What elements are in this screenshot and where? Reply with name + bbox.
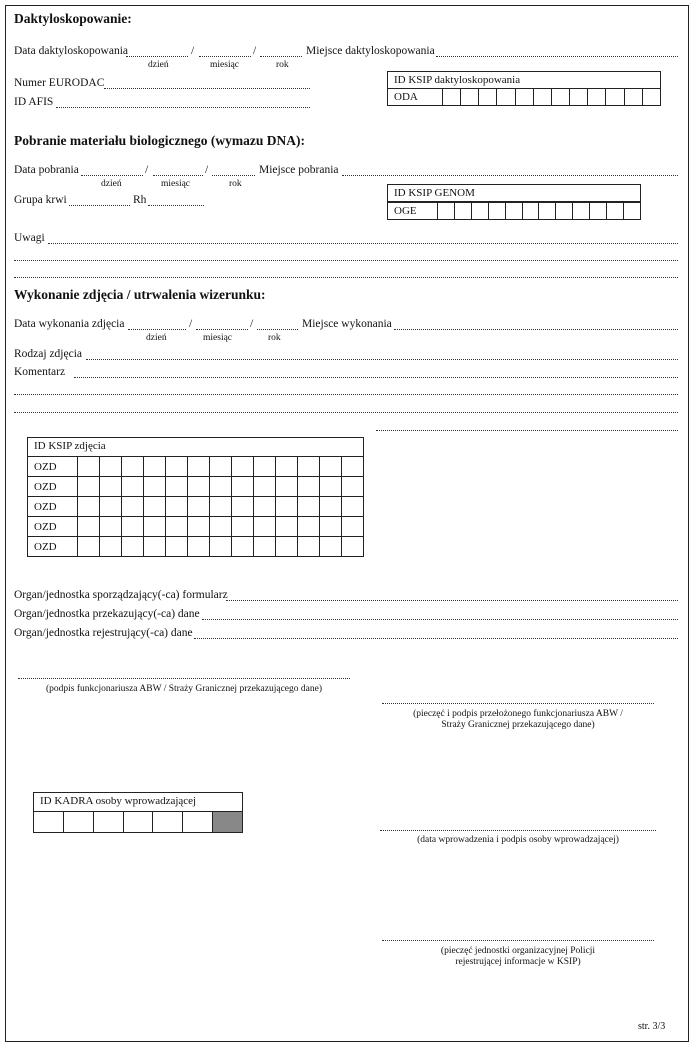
ksip-cell[interactable] [479,89,497,106]
ksip-photo-prefix: OZD [28,517,78,537]
organ-prepared-field[interactable] [226,600,678,601]
photo-month-field[interactable] [196,329,248,330]
photo-year-field[interactable] [257,329,298,330]
dna-place-label: Miejsce pobrania [259,164,339,176]
blood-group-field[interactable] [69,205,130,206]
ksip-cell[interactable] [522,203,539,220]
ksip-cell[interactable] [122,517,144,537]
kadra-grid [33,811,243,833]
eurodac-label: Numer EURODAC [14,77,105,89]
ksip-cell[interactable] [166,497,188,517]
ksip-cell[interactable] [188,517,210,537]
ksip-cell[interactable] [254,497,276,517]
organ-register-field[interactable] [194,638,678,639]
ksip-cell[interactable] [539,203,556,220]
ksip-cell[interactable] [624,89,642,106]
ksip-cell[interactable] [210,457,232,477]
ksip-cell[interactable] [320,497,342,517]
photo-place-field[interactable] [394,329,678,330]
ksip-cell[interactable] [342,517,364,537]
photo-place-label: Miejsce wykonania [302,318,392,330]
ksip-cell[interactable] [276,537,298,557]
kadra-header: ID KADRA osoby wprowadzającej [33,792,243,812]
afis-label: ID AFIS [14,96,54,108]
ksip-cell[interactable] [144,457,166,477]
ksip-cell[interactable] [320,477,342,497]
police-stamp-caption-2: rejestrującej informacje w KSIP) [455,957,581,967]
fingerprint-year-caption: rok [276,60,289,70]
rh-label: Rh [133,194,147,206]
ksip-cell[interactable] [551,89,569,106]
superior-signature-caption-1: (pieczęć i podpis przełożonego funkcjonariusza ABW / [413,709,623,719]
fingerprint-month-caption: miesiąc [210,60,240,70]
kadra-cell[interactable] [123,812,153,833]
ksip-cell[interactable] [232,457,254,477]
ksip-cell[interactable] [642,89,660,106]
fingerprint-year-field[interactable] [260,56,302,57]
ksip-cell[interactable] [210,477,232,497]
kadra-cell[interactable] [153,812,183,833]
fingerprint-date-label: Data daktyloskopowania [14,45,129,57]
kadra-cell[interactable] [63,812,93,833]
ksip-cell[interactable] [590,203,607,220]
ksip-cell[interactable] [298,517,320,537]
ksip-cell[interactable] [166,537,188,557]
officer-signature-line[interactable] [18,678,350,679]
ksip-cell[interactable] [588,89,606,106]
ksip-photo-row [28,517,364,537]
kadra-cell[interactable] [34,812,64,833]
ksip-cell[interactable] [100,477,122,497]
fingerprint-day-field[interactable] [126,56,188,57]
ksip-cell[interactable] [78,497,100,517]
notes-line[interactable] [14,260,678,261]
fingerprint-month-field[interactable] [199,56,251,57]
officer-signature-caption: (podpis funkcjonariusza ABW / Straży Granicznej przekazującego dane) [45,684,322,694]
organ-prepared-label: Organ/jednostka sporządzający(-ca) formularz [14,589,228,601]
ksip-fingerprint-header: ID KSIP daktyloskopowania [387,71,661,89]
organ-register-label: Organ/jednostka rejestrujący(-ca) dane [14,627,193,639]
dna-year-field[interactable] [212,175,255,176]
ksip-cell[interactable] [100,497,122,517]
ksip-cell[interactable] [342,497,364,517]
ksip-cell[interactable] [210,517,232,537]
ksip-photo-row [28,537,364,557]
ksip-cell[interactable] [570,89,588,106]
ksip-photo-row [28,477,364,497]
ksip-cell[interactable] [232,497,254,517]
ksip-cell[interactable] [232,477,254,497]
ksip-cell[interactable] [298,477,320,497]
ksip-cell[interactable] [78,477,100,497]
photo-month-caption: miesiąc [203,333,233,343]
ksip-cell[interactable] [100,457,122,477]
fingerprint-section-title: Daktyloskopowanie: [14,11,132,26]
ksip-cell[interactable] [573,203,590,220]
ksip-cell[interactable] [515,89,533,106]
fingerprint-day-caption: dzień [148,60,169,70]
ksip-cell[interactable] [320,457,342,477]
ksip-cell[interactable] [144,497,166,517]
comment-label: Komentarz [14,366,66,378]
ksip-cell[interactable] [188,537,210,557]
ksip-cell[interactable] [122,497,144,517]
comment-line[interactable] [376,430,678,431]
dna-place-field[interactable] [342,175,678,176]
ksip-cell[interactable] [100,537,122,557]
comment-line[interactable] [74,377,678,378]
ksip-cell[interactable] [100,517,122,537]
police-stamp-line[interactable] [382,940,654,941]
rh-field[interactable] [148,205,204,206]
ksip-cell[interactable] [342,537,364,557]
dna-day-caption: dzień [101,179,122,189]
notes-line[interactable] [14,277,678,278]
fingerprint-place-label: Miejsce daktyloskopowania [306,45,435,57]
ksip-cell[interactable] [276,497,298,517]
ksip-cell[interactable] [122,457,144,477]
ksip-cell[interactable] [254,457,276,477]
ksip-cell[interactable] [342,477,364,497]
ksip-photo-prefix: OZD [28,537,78,557]
ksip-cell[interactable] [606,89,624,106]
ksip-cell[interactable] [556,203,573,220]
ksip-cell[interactable] [298,497,320,517]
kadra-cell-filled [213,812,243,833]
comment-line[interactable] [14,394,678,395]
form-page: Daktyloskopowanie: Data daktyloskopowania / / Miejsce daktyloskopowania dzień miesiąc rok Numer EURODAC ID AFIS ID KSIP daktyloskopowania ODA Pobranie materiału biologicznego (wymazu DNA): Data pobrania / / Miejsce pobrania dzień miesiąc rok Grupa krwi Rh ID KSIP GENOM OGE Uwagi Wykonanie zdjęcia / utrwalenia wizerunku: Data wykonania zdjęcia / / Miejsce wykonania dzień miesiąc rok Rodzaj zdjęcia Komentarz ID KSIP zdjęcia OZD OZD OZD OZD OZD Organ/jednostka sporządzający(-ca) formularz Organ/jednostka przekazujący(-ca) dane Organ/jednostka rejestrujący(-ca) dane (podpis funkcjonariusza ABW / Straży Granicznej przekazującego dane) (pieczęć i podpis przełożonego funkcjonariusza ABW / Straży Granicznej przekazującego dane) ID KADRA osoby wprowadzającej (data wprowadzenia i podpis osoby wprowadzającej) (pieczęć jednostki organizacyjnej Policji rejestrującej informacje w KSIP) str. 3/3 [5,5,689,1042]
dna-day-field[interactable] [81,175,143,176]
ksip-cell[interactable] [254,517,276,537]
ksip-cell[interactable] [166,457,188,477]
ksip-cell[interactable] [471,203,488,220]
ksip-cell[interactable] [78,457,100,477]
ksip-fingerprint-prefix: ODA [388,89,443,106]
ksip-cell[interactable] [144,517,166,537]
ksip-cell[interactable] [166,517,188,537]
ksip-cell[interactable] [320,537,342,557]
ksip-cell[interactable] [276,457,298,477]
ksip-photo-row [28,497,364,517]
photo-day-field[interactable] [128,329,186,330]
ksip-genom-grid [387,202,641,220]
kadra-cell[interactable] [93,812,123,833]
ksip-cell[interactable] [78,517,100,537]
ksip-photo-prefix: OZD [28,457,78,477]
ksip-photo-grid [27,456,364,557]
entry-signature-caption: (data wprowadzenia i podpis osoby wprowadzającej) [417,835,619,845]
ksip-cell[interactable] [497,89,515,106]
ksip-cell[interactable] [298,537,320,557]
eurodac-field[interactable] [104,88,310,89]
ksip-cell[interactable] [122,477,144,497]
notes-line[interactable] [48,243,678,244]
ksip-cell[interactable] [188,477,210,497]
superior-signature-line[interactable] [382,703,654,704]
ksip-genom-header: ID KSIP GENOM [387,184,641,202]
photo-type-label: Rodzaj zdjęcia [14,348,83,360]
ksip-photo-header: ID KSIP zdjęcia [27,437,364,457]
ksip-cell[interactable] [298,457,320,477]
ksip-cell[interactable] [144,537,166,557]
kadra-cell[interactable] [183,812,213,833]
dna-section-title: Pobranie materiału biologicznego (wymazu DNA): [14,133,305,148]
ksip-cell[interactable] [210,497,232,517]
organ-transfer-field[interactable] [202,619,678,620]
ksip-cell[interactable] [505,203,522,220]
ksip-cell[interactable] [210,537,232,557]
ksip-cell[interactable] [254,477,276,497]
ksip-photo-prefix: OZD [28,497,78,517]
ksip-cell[interactable] [488,203,505,220]
photo-date-label: Data wykonania zdjęcia [14,318,125,330]
ksip-fingerprint-grid [387,88,661,106]
ksip-cell[interactable] [166,477,188,497]
ksip-cell[interactable] [607,203,624,220]
dna-month-field[interactable] [153,175,203,176]
entry-signature-line[interactable] [380,830,656,831]
blood-group-label: Grupa krwi [14,194,67,206]
ksip-cell[interactable] [454,203,471,220]
ksip-cell[interactable] [232,517,254,537]
notes-label: Uwagi [14,232,45,244]
ksip-cell[interactable] [144,477,166,497]
superior-signature-caption-2: Straży Granicznej przekazującego dane) [441,720,595,730]
photo-year-caption: rok [268,333,281,343]
ksip-cell[interactable] [461,89,479,106]
photo-type-field[interactable] [86,359,678,360]
page-number: str. 3/3 [638,1021,666,1032]
ksip-cell[interactable] [254,537,276,557]
ksip-cell[interactable] [122,537,144,557]
ksip-photo-row [28,457,364,477]
photo-day-caption: dzień [146,333,167,343]
comment-line[interactable] [14,412,678,413]
ksip-cell[interactable] [188,497,210,517]
dna-year-caption: rok [229,179,242,189]
dna-month-caption: miesiąc [161,179,191,189]
ksip-cell[interactable] [276,477,298,497]
ksip-cell[interactable] [188,457,210,477]
ksip-cell[interactable] [320,517,342,537]
organ-transfer-label: Organ/jednostka przekazujący(-ca) dane [14,608,200,620]
ksip-cell[interactable] [443,89,461,106]
afis-field[interactable] [56,107,310,108]
ksip-cell[interactable] [438,203,455,220]
ksip-cell[interactable] [342,457,364,477]
ksip-cell[interactable] [276,517,298,537]
police-stamp-caption-1: (pieczęć jednostki organizacyjnej Policji [440,946,596,956]
dna-date-label: Data pobrania [14,164,79,176]
fingerprint-place-field[interactable] [436,56,678,57]
ksip-cell[interactable] [623,203,640,220]
ksip-cell[interactable] [533,89,551,106]
ksip-cell[interactable] [78,537,100,557]
photo-section-title: Wykonanie zdjęcia / utrwalenia wizerunku: [14,287,266,302]
ksip-genom-prefix: OGE [388,203,438,220]
ksip-cell[interactable] [232,537,254,557]
ksip-photo-prefix: OZD [28,477,78,497]
